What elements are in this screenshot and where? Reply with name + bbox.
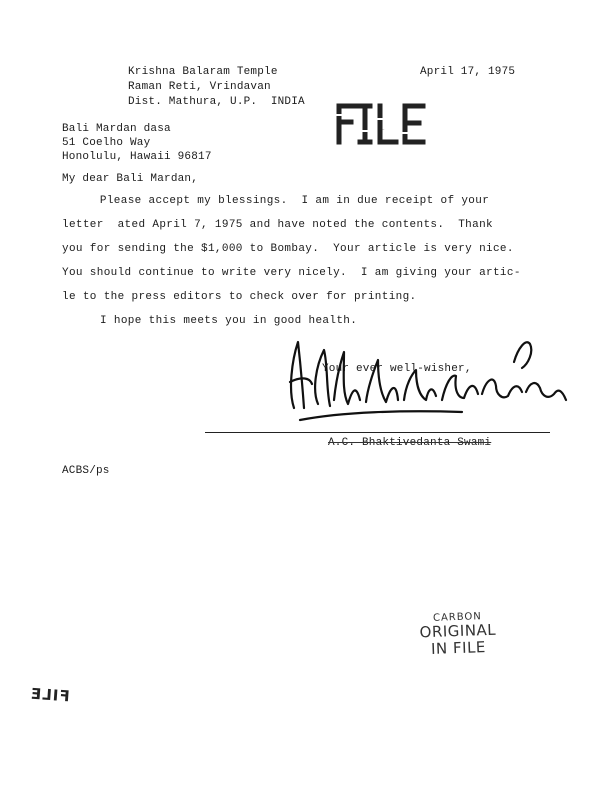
recipient-name: Bali Mardan dasa xyxy=(62,123,171,135)
salutation: My dear Bali Mardan, xyxy=(62,173,199,185)
body-line-1: Please accept my blessings. I am in due receipt of your xyxy=(86,195,490,207)
recipient-street: 51 Coelho Way xyxy=(62,137,151,149)
signatory-name: A.C. Bhaktivedanta Swami xyxy=(328,437,492,449)
carbon-stamp-line-3: IN FILE xyxy=(430,638,487,658)
file-stamp-text: FILE xyxy=(381,130,385,131)
carbon-stamp-line-2: ORIGINAL xyxy=(419,620,497,642)
body-line-2: letter ated April 7, 1975 and have noted the contents. Thank xyxy=(62,219,493,231)
sender-address-line-2: Raman Reti, Vrindavan xyxy=(128,81,271,93)
closing-paragraph: I hope this meets you in good health. xyxy=(100,315,358,327)
sender-address-line-1: Krishna Balaram Temple xyxy=(128,66,278,78)
carbon-original-stamp xyxy=(407,610,509,658)
letter-date: April 17, 1975 xyxy=(420,66,516,78)
closing-phrase: Your ever well-wisher, xyxy=(322,363,472,375)
mirrored-file-mark: FILE xyxy=(29,684,71,706)
body-line-3: you for sending the $1,000 to Bombay. Your article is very nice. xyxy=(62,243,514,255)
sender-address-line-3: Dist. Mathura, U.P. INDIA xyxy=(128,96,305,108)
signature-line xyxy=(205,432,550,433)
carbon-stamp-line-1: CARBON xyxy=(432,611,482,624)
body-line-5: le to the press editors to check over for printing. xyxy=(62,291,417,303)
typist-initials: ACBS/ps xyxy=(62,465,110,477)
body-line-4: You should continue to write very nicely. I am giving your artic- xyxy=(62,267,521,279)
recipient-city: Honolulu, Hawaii 96817 xyxy=(62,151,212,163)
file-stamp xyxy=(333,100,433,148)
handwritten-signature xyxy=(282,330,572,440)
